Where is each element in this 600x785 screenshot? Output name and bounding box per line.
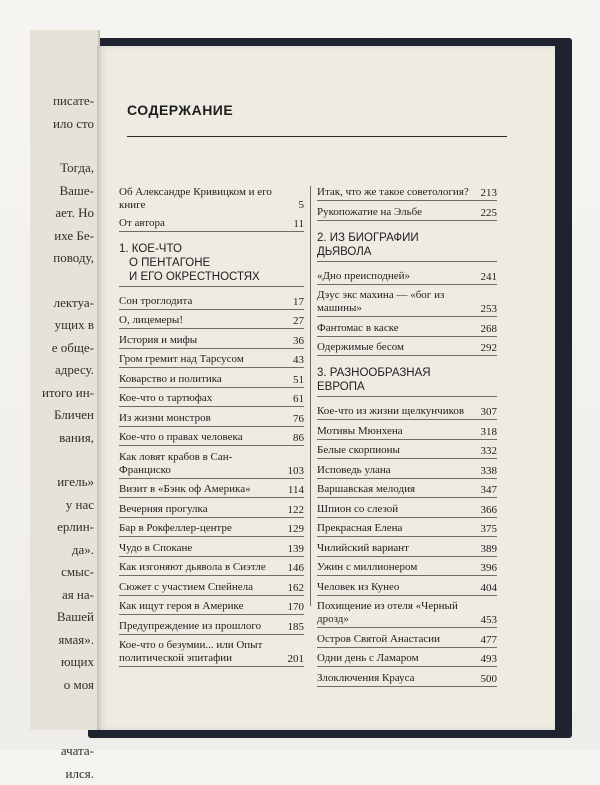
toc-entry [119, 217, 304, 232]
toc-entry [317, 425, 497, 440]
toc-entry-title: Предупреждение из прошлого [119, 620, 261, 632]
toc-entry [119, 483, 304, 498]
toc-entry-page-number: 146 [288, 562, 305, 575]
toc-entry-page-number: 43 [293, 354, 304, 367]
left-page-line: писате- [42, 90, 94, 113]
toc-entry-title: Кое-что о правах человека [119, 431, 243, 443]
toc-entry-title: О, лицемеры! [119, 314, 183, 326]
toc-entry [119, 373, 304, 388]
left-page-line: у нас [42, 494, 94, 517]
toc-entry-title: Шпион со слезой [317, 503, 398, 515]
toc-column-left [119, 186, 304, 672]
toc-entry [317, 206, 497, 221]
left-page-line: смыс- [42, 561, 94, 584]
toc-entry-page-number: 241 [481, 271, 498, 284]
toc-entry-page-number: 307 [481, 406, 498, 419]
toc-entry [317, 503, 497, 518]
toc-entry [119, 503, 304, 518]
toc-entry [317, 444, 497, 459]
toc-entry-page-number: 404 [481, 582, 498, 595]
section-heading-3 [317, 366, 497, 397]
toc-entry-title: Гром гремит над Тарсусом [119, 353, 244, 365]
toc-entry-title: История и мифы [119, 334, 197, 346]
toc-entry-title: Варшавская мелодия [317, 483, 415, 495]
section-heading-line: И ЕГО ОКРЕСТНОСТЯХ [119, 270, 304, 284]
toc-entry-title: Мотивы Мюнхена [317, 425, 403, 437]
toc-entry [317, 270, 497, 285]
toc-entry-title: Остров Святой Анастасии [317, 633, 440, 645]
toc-entry-page-number: 103 [288, 465, 305, 478]
toc-group-continued [317, 186, 497, 221]
toc-entry-title: Коварство и политика [119, 373, 222, 385]
toc-entry-title: Кое-что из жизни щелкунчиков [317, 405, 464, 417]
toc-entry [317, 464, 497, 479]
toc-group-section-3 [317, 405, 497, 687]
left-page-line: ерлин- [42, 516, 94, 539]
left-page-line: вания, [42, 427, 94, 450]
left-page-line: лектуа- [42, 292, 94, 315]
left-page-line: ущих в [42, 314, 94, 337]
toc-entry [317, 522, 497, 537]
left-page-line: итого ин- [42, 382, 94, 405]
toc-entry-page-number: 27 [293, 315, 304, 328]
toc-entry-title: Ужин с миллионером [317, 561, 417, 573]
toc-entry [119, 561, 304, 576]
section-heading-line: 3. РАЗНООБРАЗНАЯ [317, 366, 497, 380]
left-page-line: ихе Бе- [42, 225, 94, 248]
section-heading-1 [119, 242, 304, 287]
toc-entry-page-number: 5 [299, 199, 305, 212]
toc-entry-title: Как ловят крабов в Сан-Франциско [119, 451, 232, 476]
left-page-line: Ваше- [42, 180, 94, 203]
toc-entry-page-number: 114 [288, 484, 304, 497]
toc-entry-page-number: 122 [288, 504, 305, 517]
toc-entry-page-number: 493 [481, 653, 498, 666]
section-heading-line: ДЬЯВОЛА [317, 245, 497, 259]
toc-entry-page-number: 162 [288, 582, 305, 595]
left-page-line: ямая». [42, 629, 94, 652]
left-page-text [42, 90, 94, 785]
toc-entry [317, 322, 497, 337]
left-page-line: е обще- [42, 337, 94, 360]
toc-entry-title: Фантомас в каске [317, 322, 399, 334]
toc-entry-page-number: 500 [481, 673, 498, 686]
left-page-line: ило сто [42, 113, 94, 136]
title-rule [127, 136, 507, 137]
toc-entry [119, 412, 304, 427]
toc-entry-title: Визит в «Бэнк оф Америка» [119, 483, 251, 495]
toc-entry-page-number: 338 [481, 465, 498, 478]
section-heading-line: ЕВРОПА [317, 380, 497, 394]
toc-entry [119, 186, 304, 212]
toc-entry-page-number: 375 [481, 523, 498, 536]
toc-group-front-matter [119, 186, 304, 232]
toc-entry-title: Сюжет с участием Спейнела [119, 581, 253, 593]
toc-entry [119, 431, 304, 446]
left-page-line [42, 270, 94, 292]
toc-entry-page-number: 86 [293, 432, 304, 445]
left-page-line: ачата- [42, 740, 94, 763]
left-page-line [42, 718, 94, 740]
toc-entry-title: Чилийский вариант [317, 542, 409, 554]
toc-entry-page-number: 61 [293, 393, 304, 406]
left-page-line: адресу. [42, 359, 94, 382]
toc-entry [317, 542, 497, 557]
toc-entry [317, 633, 497, 648]
toc-entry-title: Из жизни монстров [119, 412, 211, 424]
toc-entry [317, 652, 497, 667]
toc-entry-title: Дэус экс махина — «бог из машины» [317, 289, 444, 314]
toc-entry [119, 600, 304, 615]
toc-entry [119, 522, 304, 537]
toc-entry-page-number: 318 [481, 426, 498, 439]
toc-entry [119, 392, 304, 407]
page-title: СОДЕРЖАНИЕ [127, 102, 233, 118]
toc-entry-title: Кое-что о тартюфах [119, 392, 212, 404]
left-page-line [42, 449, 94, 471]
toc-entry [317, 600, 497, 628]
toc-entry-page-number: 185 [288, 621, 305, 634]
toc-entry-title: Кое-что о безумии... или Опыт политической эпитафии [119, 639, 262, 664]
toc-entry-title: Как изгоняют дьявола в Сиэтле [119, 561, 266, 573]
left-page-line: поводу, [42, 247, 94, 270]
toc-entry-title: Белые скорпионы [317, 444, 400, 456]
toc-group-section-2 [317, 270, 497, 357]
left-page-line: ился. [42, 763, 94, 785]
toc-entry [119, 581, 304, 596]
toc-entry-page-number: 396 [481, 562, 498, 575]
toc-entry-title: Бар в Рокфеллер-центре [119, 522, 232, 534]
toc-entry-page-number: 51 [293, 374, 304, 387]
toc-entry-page-number: 170 [288, 601, 305, 614]
toc-entry-title: От автора [119, 217, 165, 229]
left-facing-page [30, 30, 100, 730]
toc-entry-title: Как ищут героя в Америке [119, 600, 244, 612]
toc-entry [119, 353, 304, 368]
left-page-line: игель» [42, 471, 94, 494]
section-heading-2 [317, 231, 497, 262]
toc-entry-page-number: 332 [481, 445, 498, 458]
toc-entry-title: Человек из Кунео [317, 581, 399, 593]
left-page-line: Бличен [42, 404, 94, 427]
toc-entry-page-number: 201 [288, 653, 305, 666]
toc-entry-page-number: 292 [481, 342, 498, 355]
section-heading-line: О ПЕНТАГОНЕ [119, 256, 304, 270]
toc-entry-title: Одержимые бесом [317, 341, 404, 353]
toc-entry-page-number: 268 [481, 323, 498, 336]
toc-entry-page-number: 11 [293, 218, 304, 231]
left-page-line: Вашей [42, 606, 94, 629]
toc-entry-title: Чудо в Спокане [119, 542, 192, 554]
toc-entry-title: Исповедь улана [317, 464, 391, 476]
toc-entry [119, 314, 304, 329]
toc-entry-page-number: 36 [293, 335, 304, 348]
toc-entry [119, 639, 304, 667]
toc-entry-title: Прекрасная Елена [317, 522, 402, 534]
toc-entry-page-number: 17 [293, 296, 304, 309]
toc-entry [317, 561, 497, 576]
left-page-line: да». [42, 539, 94, 562]
toc-entry [119, 542, 304, 557]
toc-entry-page-number: 129 [288, 523, 305, 536]
toc-column-right [317, 186, 497, 691]
toc-entry-page-number: 389 [481, 543, 498, 556]
toc-entry [119, 451, 304, 479]
toc-entry [317, 186, 497, 201]
section-heading-line: 2. ИЗ БИОГРАФИИ [317, 231, 497, 245]
toc-entry-title: Злоключения Крауса [317, 672, 415, 684]
toc-entry-page-number: 366 [481, 504, 498, 517]
toc-group-section-1 [119, 295, 304, 668]
toc-entry-title: Похищение из отеля «Черный дрозд» [317, 600, 458, 625]
left-page-line [42, 696, 94, 718]
left-page-line: ющих [42, 651, 94, 674]
toc-entry [317, 672, 497, 687]
toc-entry [317, 289, 497, 317]
toc-entry-page-number: 347 [481, 484, 498, 497]
toc-entry-title: Одни день с Ламаром [317, 652, 419, 664]
left-page-line: ает. Но [42, 202, 94, 225]
toc-entry-title: Вечерняя прогулка [119, 503, 208, 515]
left-page-line: ая на- [42, 584, 94, 607]
toc-entry [317, 341, 497, 356]
toc-entry [119, 620, 304, 635]
toc-entry-title: Сон троглодита [119, 295, 192, 307]
left-page-line: о моя [42, 674, 94, 697]
toc-entry [317, 581, 497, 596]
toc-entry [119, 334, 304, 349]
toc-entry-title: Рукопожатие на Эльбе [317, 206, 422, 218]
toc-entry-title: Итак, что же такое советология? [317, 186, 469, 198]
contents-page [97, 46, 555, 730]
toc-entry [119, 295, 304, 310]
toc-entry [317, 483, 497, 498]
toc-entry-title: «Дно преисподней» [317, 270, 410, 282]
toc-entry-page-number: 477 [481, 634, 498, 647]
toc-entry-page-number: 76 [293, 413, 304, 426]
section-heading-line: 1. КОЕ-ЧТО [119, 242, 304, 256]
toc-entry [317, 405, 497, 420]
toc-entry-page-number: 225 [481, 207, 498, 220]
toc-entry-page-number: 213 [481, 187, 498, 200]
left-page-line: Тогда, [42, 157, 94, 180]
toc-entry-page-number: 253 [481, 303, 498, 316]
toc-entry-page-number: 139 [288, 543, 305, 556]
toc-entry-title: Об Александре Кривицком и его книге [119, 186, 272, 211]
toc-entry-page-number: 453 [481, 614, 498, 627]
left-page-line [42, 135, 94, 157]
